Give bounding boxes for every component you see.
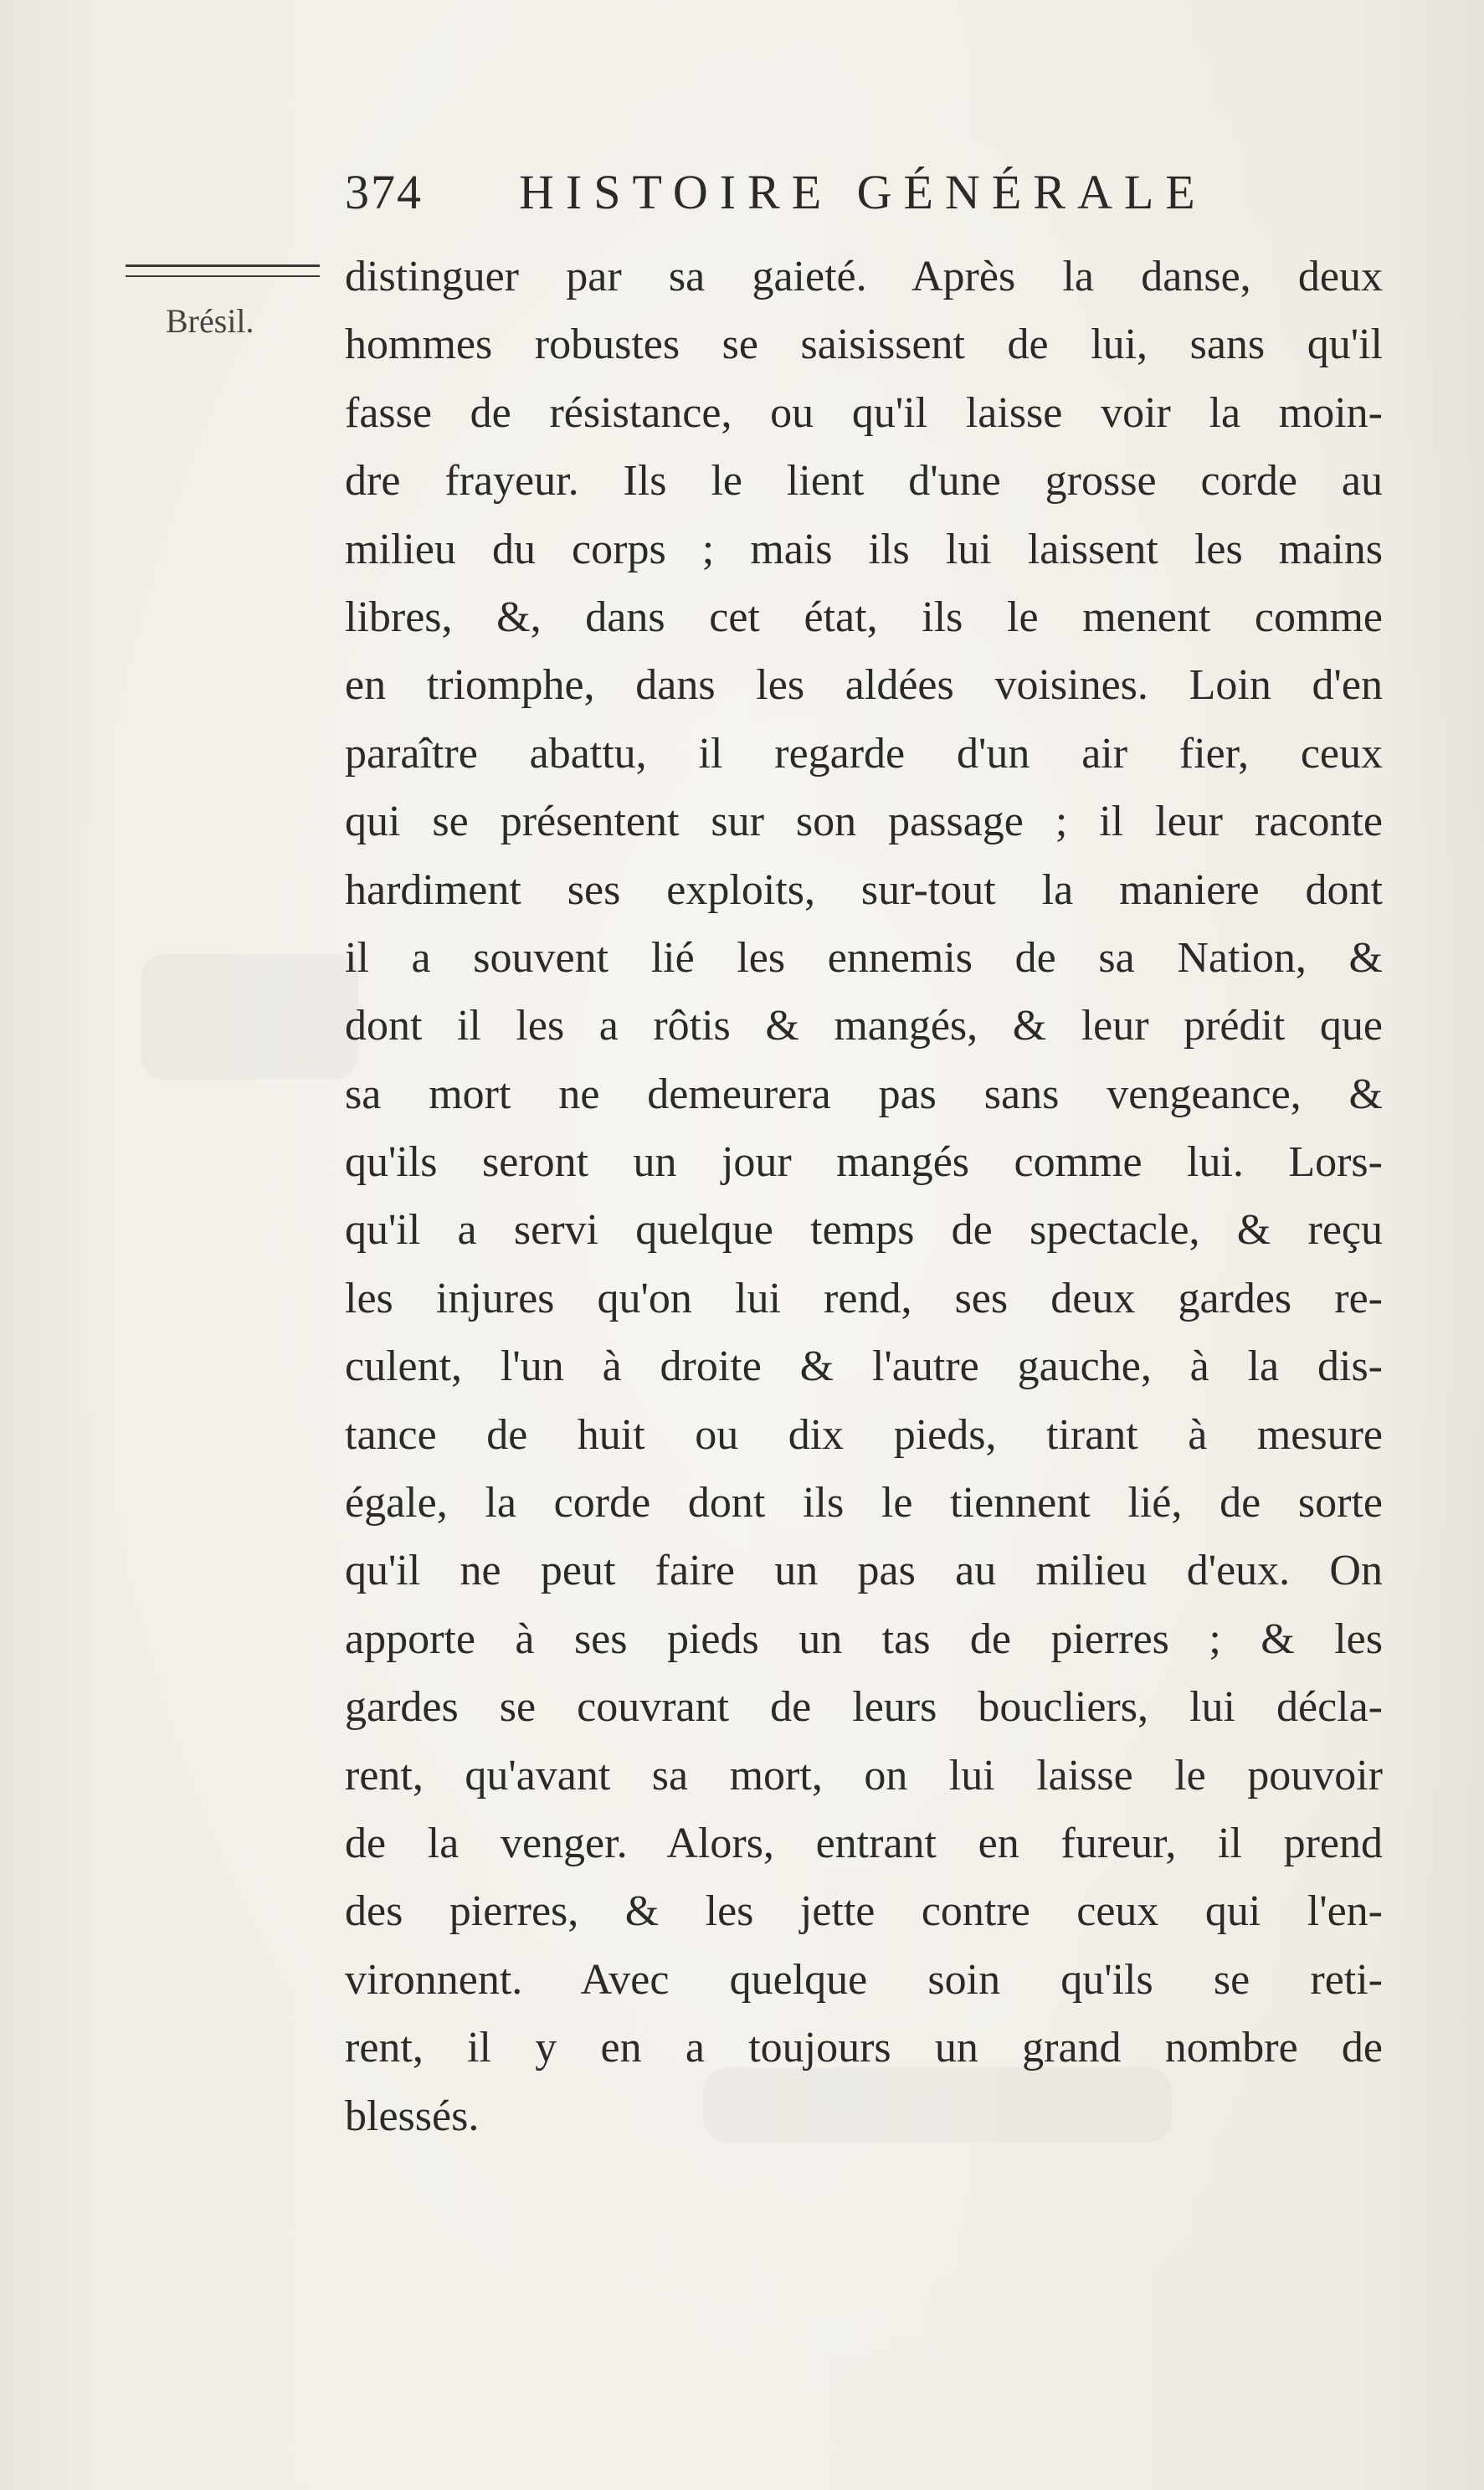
- text-line: sa mort ne demeurera pas sans vengeance, &: [345, 1070, 1383, 1118]
- text-line: rent, il y en a toujours un grand nombre de: [345, 2024, 1383, 2072]
- text-line: les injures qu'on lui rend, ses deux gardes re-: [345, 1274, 1383, 1322]
- running-title: HISTOIRE GÉNÉRALE: [519, 165, 1207, 219]
- text-line: hardiment ses exploits, sur-tout la maniere dont: [345, 865, 1383, 914]
- text-line: fasse de résistance, ou qu'il laisse voir la moin-: [345, 388, 1383, 437]
- text-line: égale, la corde dont ils le tiennent lié, de sorte: [345, 1479, 1383, 1527]
- text-line: qui se présentent sur son passage ; il leur raconte: [345, 798, 1383, 846]
- text-line: hommes robustes se saisissent de lui, sans qu'il: [345, 321, 1383, 369]
- text-line: dont il les a rôtis & mangés, & leur prédit que: [345, 1002, 1383, 1050]
- text-line: paraître abattu, il regarde d'un air fier, ceux: [345, 729, 1383, 778]
- text-line: il a souvent lié les ennemis de sa Nation, &: [345, 933, 1383, 982]
- bleed-through-shadow: [141, 954, 358, 1080]
- text-line: distinguer par sa gaieté. Après la danse, deux: [345, 253, 1383, 300]
- text-line: culent, l'un à droite & l'autre gauche, à la dis-: [345, 1343, 1383, 1391]
- running-header: [345, 164, 1383, 223]
- text-line: gardes se couvrant de leurs boucliers, lui décla-: [345, 1683, 1383, 1732]
- text-line: milieu du corps ; mais ils lui laissent les mains: [345, 525, 1383, 573]
- margin-note: Brésil.: [166, 302, 254, 340]
- text-line: apporte à ses pieds un tas de pierres ; & les: [345, 1615, 1383, 1663]
- text-line: en triomphe, dans les aldées voisines. Loin d'en: [345, 661, 1383, 710]
- text-line: des pierres, & les jette contre ceux qui l'en-: [345, 1887, 1383, 1936]
- text-line: de la venger. Alors, entrant en fureur, il prend: [345, 1819, 1383, 1867]
- text-line: rent, qu'avant sa mort, on lui laisse le pouvoir: [345, 1751, 1383, 1799]
- text-line: qu'ils seront un jour mangés comme lui. Lors-: [345, 1138, 1383, 1187]
- page-number: 374: [345, 165, 423, 219]
- text-line: libres, &, dans cet état, ils le menent comme: [345, 593, 1383, 641]
- margin-rule: [126, 264, 320, 277]
- text-line: vironnent. Avec quelque soin qu'ils se reti-: [345, 1955, 1383, 2004]
- text-line: qu'il ne peut faire un pas au milieu d'eux. On: [345, 1547, 1383, 1595]
- text-line: blessés.: [345, 2092, 480, 2140]
- body-text: [345, 243, 1383, 2150]
- text-line: tance de huit ou dix pieds, tirant à mesure: [345, 1410, 1383, 1459]
- text-line: dre frayeur. Ils le lient d'une grosse corde au: [345, 457, 1383, 506]
- text-line: qu'il a servi quelque temps de spectacle, & reçu: [345, 1206, 1383, 1255]
